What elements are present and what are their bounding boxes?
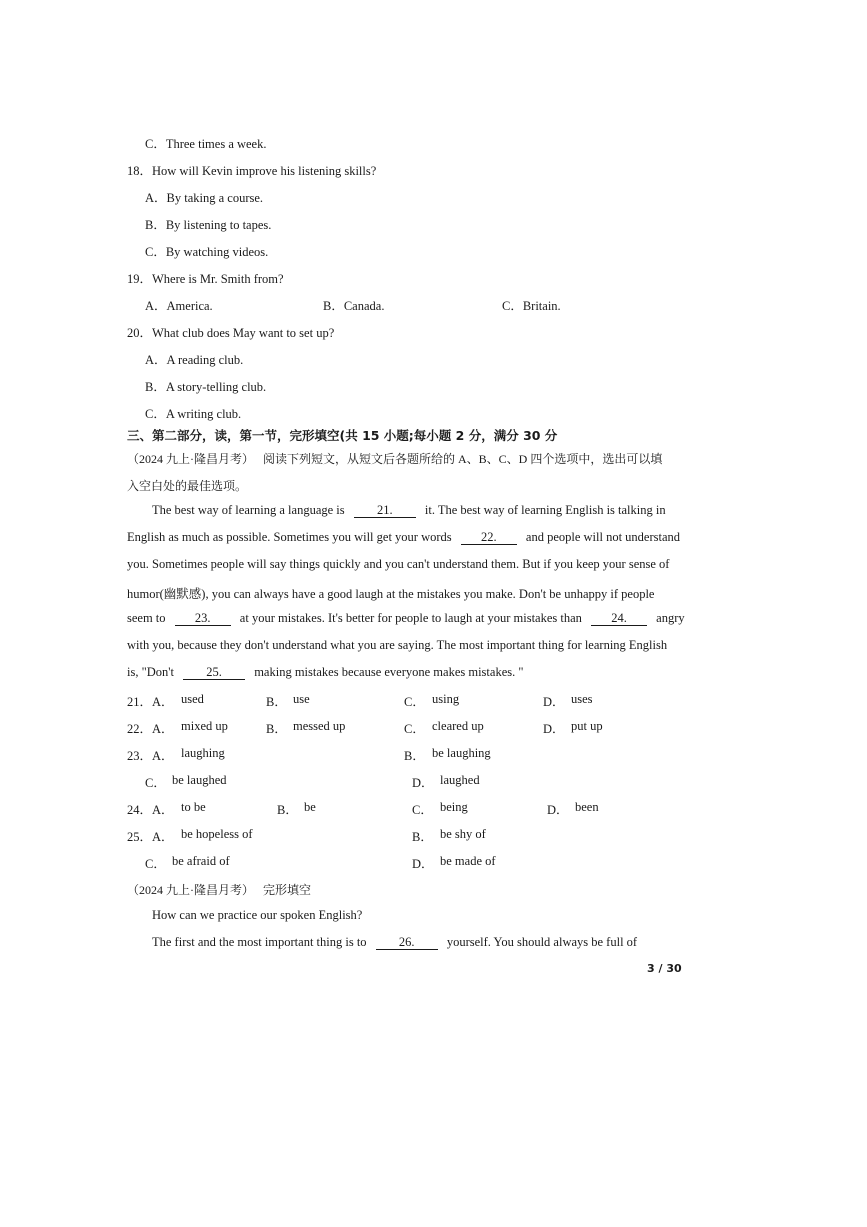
q20-option-c: C．A writing club. bbox=[145, 407, 242, 421]
q18-option-c: C．By watching videos. bbox=[145, 245, 269, 259]
passage-text: making mistakes because everyone makes mistakes. " bbox=[254, 665, 524, 679]
passage-text: and people will not understand bbox=[525, 530, 681, 544]
source-label bbox=[127, 450, 662, 467]
passage-line-7 bbox=[127, 665, 523, 680]
q25-option-d: be made of bbox=[440, 854, 496, 868]
next-title: 完形填空 bbox=[263, 883, 312, 897]
next-line-2 bbox=[152, 935, 637, 950]
instruction-line-2: 入空白处的最佳选项。 bbox=[127, 479, 248, 493]
q24-option-d: been bbox=[575, 800, 599, 814]
q23-option-b: be laughing bbox=[432, 746, 491, 760]
q24-label-c: C． bbox=[412, 803, 433, 817]
passage-line-3: you. Sometimes people will say things quickly and you can't understand them. But if you keep your sense of bbox=[127, 557, 670, 571]
q23-option-d: laughed bbox=[440, 773, 480, 787]
q23-label-c: C． bbox=[145, 776, 166, 790]
page-number: 3 / 30 bbox=[647, 962, 682, 975]
q20-option-a: A．A reading club. bbox=[145, 353, 244, 367]
passage-text: is, "Don't bbox=[127, 665, 174, 679]
q25-option-b: be shy of bbox=[440, 827, 486, 841]
passage-text: angry bbox=[656, 611, 685, 625]
q19-option-b: B．Canada. bbox=[323, 299, 385, 313]
q22-number: 22．A． bbox=[127, 722, 174, 736]
q21-label-b: B． bbox=[266, 695, 287, 709]
blank-22: 22. bbox=[461, 531, 517, 545]
q24-number: 24．A． bbox=[127, 803, 174, 817]
q21-label-d: D． bbox=[543, 695, 565, 709]
q25-label-d: D． bbox=[412, 857, 434, 871]
passage-text: it. The best way of learning English is talking in bbox=[424, 503, 666, 517]
source-tag: （2024 九上·隆昌月考） bbox=[127, 452, 254, 466]
next-source bbox=[127, 881, 311, 898]
q25-label-c: C． bbox=[145, 857, 166, 871]
passage-line-2 bbox=[127, 530, 680, 545]
next-source-tag: （2024 九上·隆昌月考） bbox=[127, 883, 254, 897]
q20-stem: 20．What club does May want to set up? bbox=[127, 326, 335, 340]
q23-label-d: D． bbox=[412, 776, 434, 790]
q22-option-b: messed up bbox=[293, 719, 346, 733]
blank-25: 25. bbox=[183, 666, 245, 680]
q18-option-a: A．By taking a course. bbox=[145, 191, 264, 205]
q21-option-c: using bbox=[432, 692, 460, 706]
q24-option-a: to be bbox=[181, 800, 206, 814]
blank-24: 24. bbox=[591, 612, 647, 626]
passage-text: The first and the most important thing is to bbox=[152, 935, 367, 949]
q18-option-b: B．By listening to tapes. bbox=[145, 218, 272, 232]
q25-number: 25．A． bbox=[127, 830, 174, 844]
q24-option-b: be bbox=[304, 800, 316, 814]
q22-label-c: C． bbox=[404, 722, 425, 736]
section-heading: 三、第二部分，读，第一节，完形填空(共 15 小题;每小题 2 分，满分 30 分 bbox=[127, 428, 558, 443]
q21-option-a: used bbox=[181, 692, 204, 706]
q24-label-d: D． bbox=[547, 803, 569, 817]
q19-stem: 19．Where is Mr. Smith from? bbox=[127, 272, 284, 286]
q22-label-b: B． bbox=[266, 722, 287, 736]
q23-option-c: be laughed bbox=[172, 773, 227, 787]
q17-option-c: C．Three times a week. bbox=[145, 137, 267, 151]
blank-26: 26. bbox=[376, 936, 438, 950]
passage-text: The best way of learning a language is bbox=[152, 503, 345, 517]
instruction-line-1: 阅读下列短文，从短文后各题所给的 A、B、C、D 四个选项中，选出可以填 bbox=[263, 452, 663, 466]
passage-text: seem to bbox=[127, 611, 166, 625]
passage-line-4: humor(幽默感), you can always have a good laugh at the mistakes you make. Don't be unhappy if people bbox=[127, 587, 655, 601]
passage-line-5 bbox=[127, 611, 685, 626]
q22-label-d: D． bbox=[543, 722, 565, 736]
q21-option-d: uses bbox=[571, 692, 593, 706]
passage-line-6: with you, because they don't understand what you are saying. The most important thing for learning English bbox=[127, 638, 668, 652]
q22-option-d: put up bbox=[571, 719, 603, 733]
passage-line-1 bbox=[152, 503, 666, 518]
passage-text: at your mistakes. It's better for people to laugh at your mistakes than bbox=[239, 611, 582, 625]
q21-label-c: C． bbox=[404, 695, 425, 709]
q24-option-c: being bbox=[440, 800, 468, 814]
q24-label-b: B． bbox=[277, 803, 298, 817]
q19-option-c: C．Britain. bbox=[502, 299, 561, 313]
q21-option-b: use bbox=[293, 692, 310, 706]
passage-text: yourself. You should always be full of bbox=[446, 935, 638, 949]
next-line-1: How can we practice our spoken English? bbox=[152, 908, 363, 922]
q20-option-b: B．A story-telling club. bbox=[145, 380, 267, 394]
q22-option-c: cleared up bbox=[432, 719, 484, 733]
q19-option-a: A．America. bbox=[145, 299, 213, 313]
q23-option-a: laughing bbox=[181, 746, 225, 760]
q25-option-c: be afraid of bbox=[172, 854, 230, 868]
blank-21: 21. bbox=[354, 504, 416, 518]
passage-text: English as much as possible. Sometimes you will get your words bbox=[127, 530, 452, 544]
q22-option-a: mixed up bbox=[181, 719, 228, 733]
q25-label-b: B． bbox=[412, 830, 433, 844]
q21-number: 21．A． bbox=[127, 695, 174, 709]
q18-stem: 18．How will Kevin improve his listening skills? bbox=[127, 164, 377, 178]
blank-23: 23. bbox=[175, 612, 231, 626]
q23-label-b: B． bbox=[404, 749, 425, 763]
q25-option-a: be hopeless of bbox=[181, 827, 253, 841]
q23-number: 23．A． bbox=[127, 749, 174, 763]
